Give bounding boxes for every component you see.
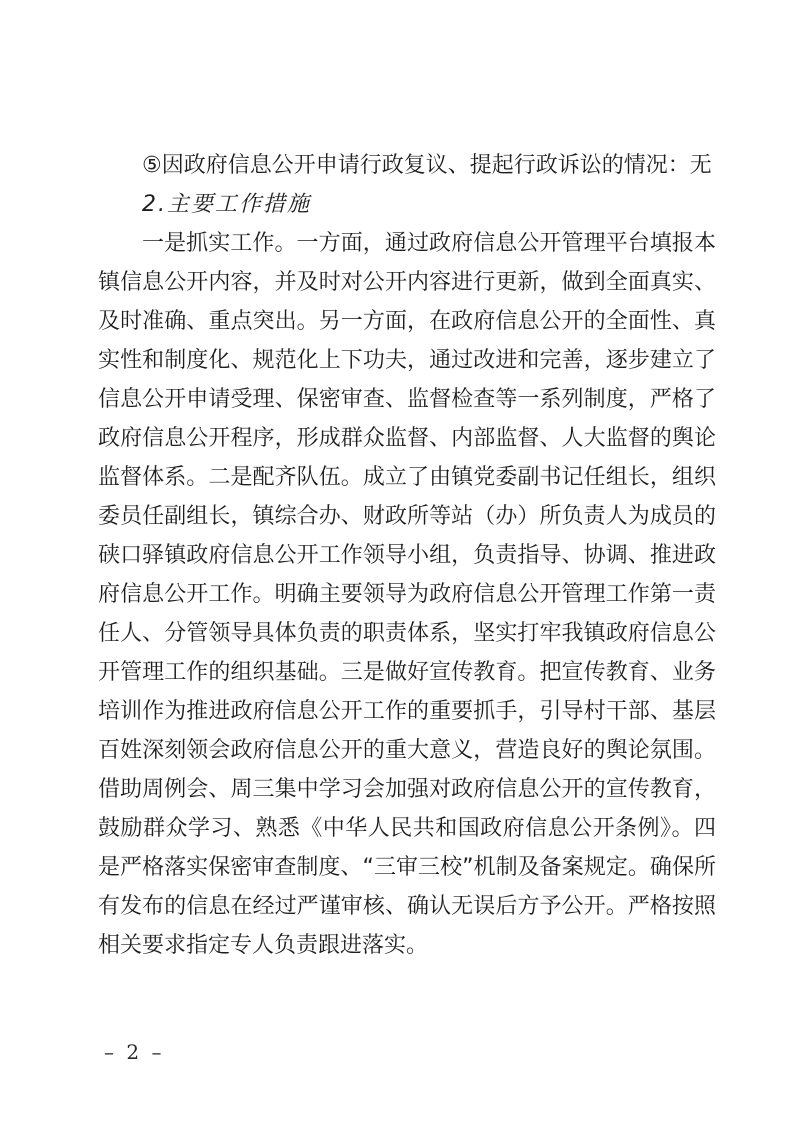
paragraph-admin-review-litigation: ⑤因政府信息公开申请行政复议、提起行政诉讼的情况：无 [142, 153, 712, 178]
document-body [98, 146, 716, 965]
paragraph-main-work-measures: 一是抓实工作。一方面，通过政府信息公开管理平台填报本镇信息公开内容，并及时对公开内容进行更新，做到全面真实、及时准确、重点突出。另一方面，在政府信息公开的全面性、真实性和制度化、规范化上下功夫，通过改进和完善，逐步建立了信息公开申请受理、保密审查、监督检查等一系列制度，严格了政府信息公开程序，形成群众监督、内部监督、人大监督的舆论监督体系。二是配齐队伍。成立了由镇党委副书记任组长，组织委员任副组长，镇综合办、财政所等站（办）所负责人为成员的硖口驿镇政府信息公开工作领导小组，负责指导、协调、推进政府信息公开工作。明确主要领导为政府信息公开管理工作第一责任人、分管领导具体负责的职责体系，坚实打牢我镇政府信息公开管理工作的组织基础。三是做好宣传教育。把宣传教育、业务培训作为推进政府信息公开工作的重要抓手，引导村干部、基层百姓深刻领会政府信息公开的重大意义，营造良好的舆论氛围。借助周例会、周三集中学习会加强对政府信息公开的宣传教育，鼓励群众学习、熟悉《中华人民共和国政府信息公开条例》。四是严格落实保密审查制度、“三审三校”机制及备案规定。确保所有发布的信息在经过严谨审核、确认无误后方予公开。严格按照相关要求指定专人负责跟进落实。 [98, 231, 716, 958]
page-number: – 2 – [104, 1040, 165, 1064]
section-heading-main-work-measures: 2.主要工作措施 [142, 192, 311, 217]
